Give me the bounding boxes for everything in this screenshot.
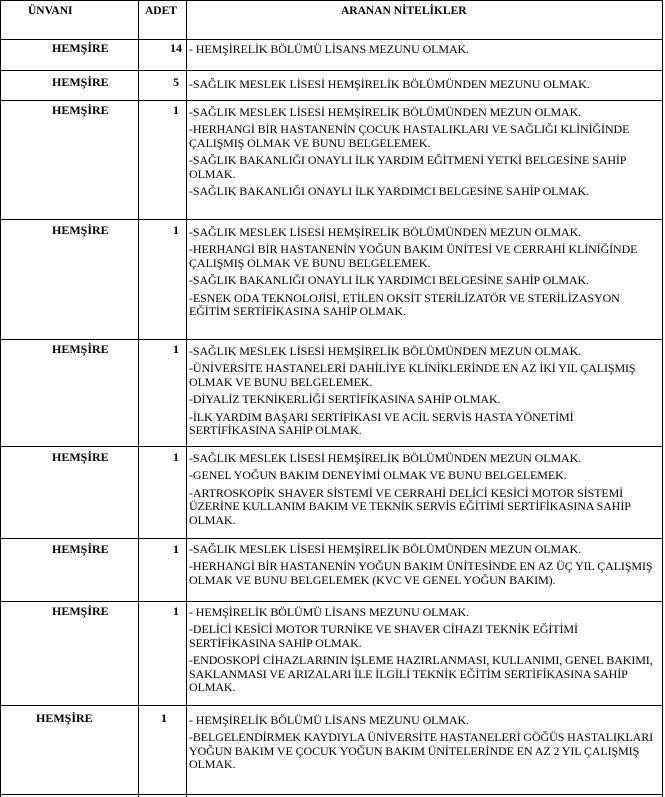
cell-adet: 1 [173,223,179,237]
row-divider [0,100,663,101]
requirement-item: -ARTROSKOPİK SHAVER SİSTEMİ VE CERRAHİ DELİCİ KESİCİ MOTOR SİSTEMİ ÜZERİNE KULLANIM BAKIM VE TEKNİK SERVİS EĞİTİMİ SERTİFİKASINA SAHİP OLMAK. [189,485,631,527]
cell-nitelikler [189,226,663,318]
table-border-top [0,0,663,1]
cell-unvan: HEMŞİRE [36,711,93,725]
cell-unvan: HEMŞİRE [52,604,109,618]
requirement-item: -BELGELENDİRMEK KAYDIYLA ÜNİVERSİTE HASTANELERİ GÖĞÜS HASTALIKLARI YOĞUN BAKIM VE ÇOCUK YOĞUN BAKIM ÜNİTELERİNDE EN AZ 2 YIL ÇALIŞMIŞ OLMAK. [189,730,653,772]
requirement-item: -SAĞLIK MESLEK LİSESİ HEMŞİRELİK BÖLÜMÜNDEN MEZUN OLMAK. [189,451,582,465]
header-nitelikler: ARANAN NİTELİKLER [341,5,467,17]
row-divider [0,446,663,447]
requirement-item: -SAĞLIK MESLEK LİSESİ HEMŞİRELİK BÖLÜMÜNDEN MEZUN OLMAK. [189,344,582,358]
table-border-left [0,0,1,797]
cell-adet: 1 [173,450,179,464]
requirement-item: - HEMŞİRELİK BÖLÜMÜ LİSANS MEZUNU OLMAK. [189,605,469,619]
requirement-item: -SAĞLIK MESLEK LİSESİ HEMŞİRELİK BÖLÜMÜNDEN MEZUN OLMAK. [189,105,582,119]
cell-unvan: HEMŞİRE [52,223,109,237]
requirement-item: -SAĞLIK BAKANLIĞI ONAYLI İLK YARDIMCI BELGESİNE SAHİP OLMAK. [189,184,589,199]
requirement-item: -DİYALİZ TEKNİKERLİĞİ SERTİFİKASINA SAHİP OLMAK. [189,392,501,407]
cell-nitelikler [189,452,663,527]
cell-adet: 1 [173,542,179,556]
cell-adet: 14 [170,41,182,55]
cell-nitelikler [189,606,663,694]
requirement-item: -SAĞLIK BAKANLIĞI ONAYLI İLK YARDIM EĞİTMENİ YETKİ BELGESİNE SAHİP OLMAK. [189,153,626,181]
header-adet: ADET [145,5,177,17]
cell-nitelikler [189,78,663,91]
cell-nitelikler [189,43,663,56]
cell-adet: 1 [173,604,179,618]
requirement-item: -HERHANGİ BİR HASTANENİN YOĞUN BAKIM ÜNİTESİNDE EN AZ ÜÇ YIL ÇALIŞMIŞ OLMAK VE BUNU BELGELEMEK (KVC VE GENEL YOĞUN BAKIM). [189,559,653,587]
requirement-item: -GENEL YOĞUN BAKIM DENEYİMİ OLMAK VE BUNU BELGELEMEK. [189,468,567,483]
requirement-item: -HERHANGİ BİR HASTANENİN YOĞUN BAKIM ÜNİTESİ VE CERRAHİ KLİNİĞİNDE ÇALIŞMIŞ OLMAK VE BUNU BELGELEMEK. [189,242,638,270]
row-divider [0,601,663,602]
requirement-item: -SAĞLIK BAKANLIĞI ONAYLI İLK YARDIMCI BELGESİNE SAHİP OLMAK. [189,273,589,288]
requirement-item: -İLK YARDIM BAŞARI SERTİFİKASI VE ACİL SERVİS HASTA YÖNETİMİ SERTİFİKASINA SAHİP OLMAK. [189,409,574,438]
column-divider [186,0,187,797]
requirement-item: -HERHANGİ BİR HASTANENİN ÇOCUK HASTALIKLARI VE SAĞLIĞI KLİNİĞİNDE ÇALIŞMIŞ OLMAK VE BUNU BELGELEMEK. [189,122,630,150]
cell-nitelikler [189,345,663,437]
table-border-bottom [0,794,663,795]
requirement-item: -ÜNİVERSİTE HASTANELERİ DAHİLİYE KLİNİKLERİNDE EN AZ İKİ YIL ÇALIŞMIŞ OLMAK VE BUNU BELGELEMEK. [189,361,636,389]
row-divider [0,70,663,71]
cell-adet: 1 [161,711,167,725]
cell-nitelikler [189,714,663,772]
requirement-item: -SAĞLIK MESLEK LİSESİ HEMŞİRELİK BÖLÜMÜNDEN MEZUNU OLMAK. [189,77,590,91]
requirement-item: -ESNEK ODA TEKNOLOJİSİ, ETİLEN OKSİT STERİLİZATÖR VE STERİLİZASYON EĞİTİM SERTİFİKASINA SAHİP OLMAK. [189,290,620,319]
cell-unvan: HEMŞİRE [52,542,109,556]
header-unvan: ÜNVANI [28,5,73,17]
row-divider [0,538,663,539]
row-divider [0,39,663,40]
column-divider [138,0,139,797]
cell-nitelikler [189,543,663,587]
requirement-item: - HEMŞİRELİK BÖLÜMÜ LİSANS MEZUNU OLMAK. [189,42,469,56]
cell-unvan: HEMŞİRE [52,103,109,117]
cell-unvan: HEMŞİRE [52,41,109,55]
cell-unvan: HEMŞİRE [52,75,109,89]
requirement-item: -SAĞLIK MESLEK LİSESİ HEMŞİRELİK BÖLÜMÜNDEN MEZUN OLMAK. [189,225,582,239]
cell-unvan: HEMŞİRE [52,342,109,356]
requirement-item: - HEMŞİRELİK BÖLÜMÜ LİSANS MEZUNU OLMAK. [189,713,469,727]
row-divider [0,705,663,706]
cell-adet: 1 [173,103,179,117]
cell-unvan: HEMŞİRE [52,450,109,464]
cell-adet: 5 [173,75,179,89]
cell-adet: 1 [173,342,179,356]
requirement-item: -ENDOSKOPİ CİHAZLARININ İŞLEME HAZIRLANMASI, KULLANIMI, GENEL BAKIMI, SAKLANMASI VE ARIZALARI İLE İLGİLİ TEKNİK EĞİTİM SERTİFİKASINA SAHİP OLMAK. [189,653,653,695]
cell-nitelikler [189,106,663,198]
row-divider [0,219,663,220]
requirement-item: -DELİCİ KESİCİ MOTOR TURNİKE VE SHAVER CİHAZI TEKNİK EĞİTİMİ SERTİFİKASINA SAHİP OLMAK. [189,622,578,650]
requirement-item: -SAĞLIK MESLEK LİSESİ HEMŞİRELİK BÖLÜMÜNDEN MEZUN OLMAK. [189,542,582,556]
row-divider [0,339,663,340]
